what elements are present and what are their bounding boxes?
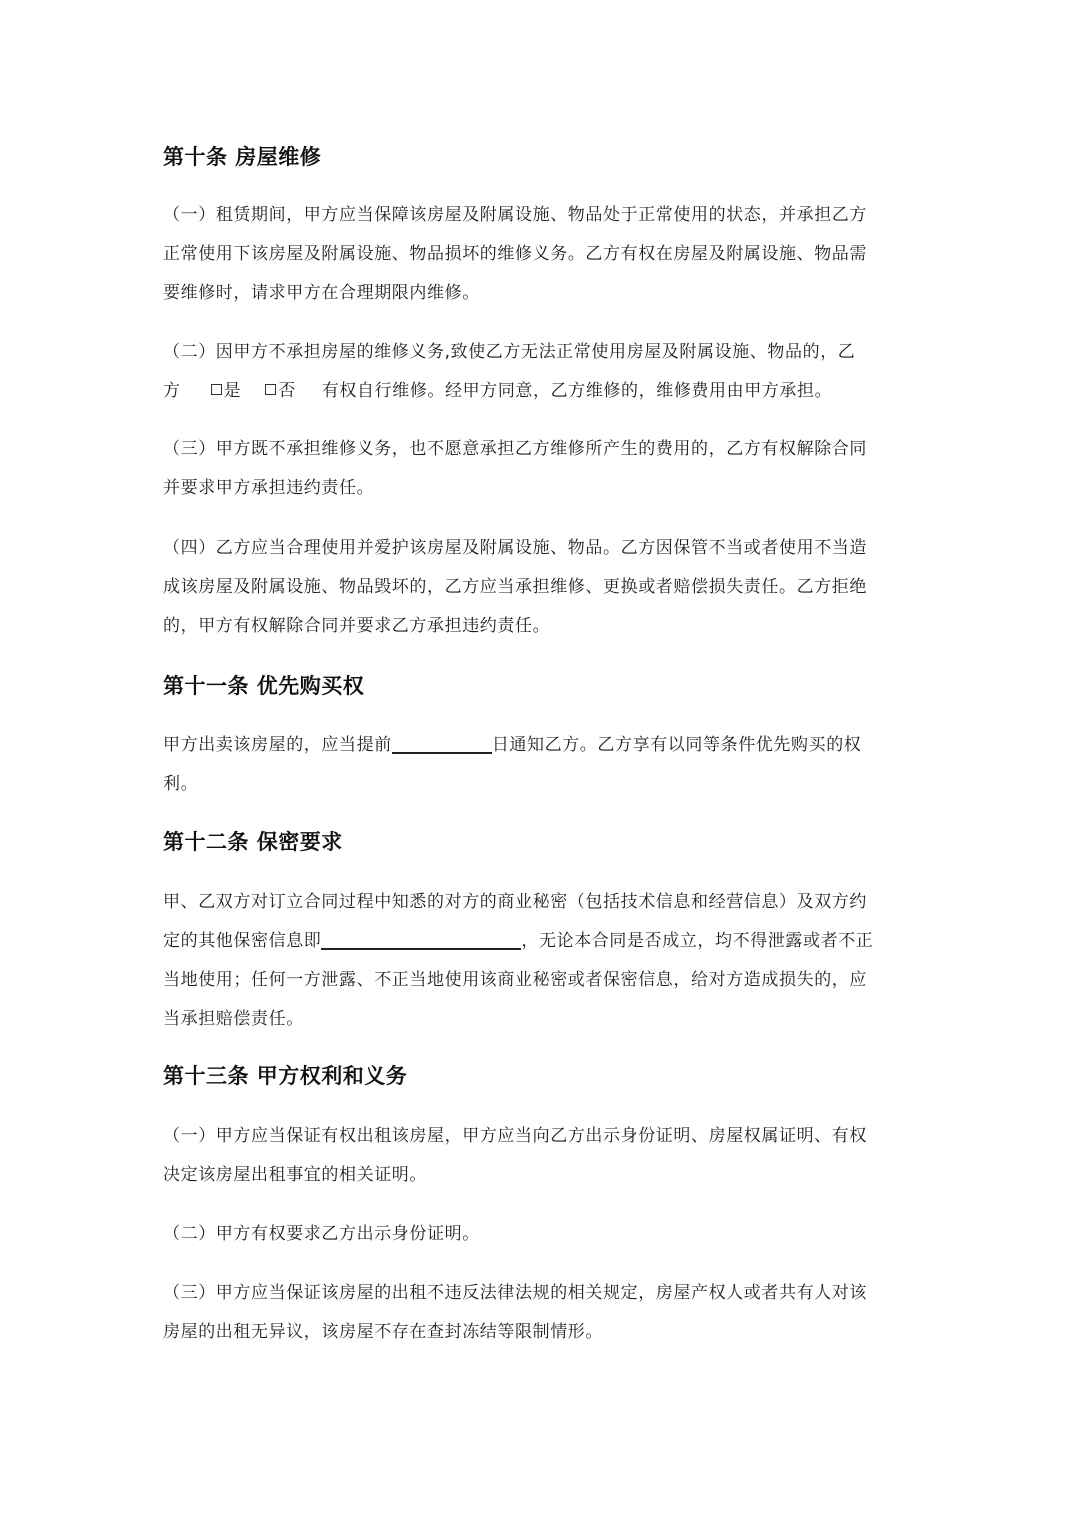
text-line: （四）乙方应当合理使用并爱护该房屋及附属设施、物品。乙方因保管不当或者使用不当造 — [163, 538, 867, 558]
confidential-info-blank[interactable] — [321, 928, 521, 950]
text-line: 决定该房屋出租事宜的相关证明。 — [163, 1165, 427, 1185]
no-checkbox[interactable] — [265, 384, 276, 395]
text-line: 当地使用；任何一方泄露、不正当地使用该商业秘密或者保密信息，给对方造成损失的，应 — [163, 970, 867, 990]
text-line: 利。 — [163, 774, 199, 794]
article-10-clause-3 — [163, 430, 919, 508]
article-13-clause-1 — [163, 1117, 919, 1195]
text-line: 并要求甲方承担违约责任。 — [163, 478, 375, 498]
text-segment: 方 — [163, 381, 181, 401]
article-10-clause-4 — [163, 529, 919, 646]
yes-option-label: 是 — [223, 381, 242, 401]
text-line — [163, 726, 919, 765]
text-line: 的，甲方有权解除合同并要求乙方承担违约责任。 — [163, 616, 551, 636]
notice-days-blank[interactable] — [392, 732, 492, 754]
text-line: （二）甲方有权要求乙方出示身份证明。 — [163, 1224, 480, 1244]
text-segment: 定的其他保密信息即 — [163, 931, 322, 951]
text-line: （一）租赁期间，甲方应当保障该房屋及附属设施、物品处于正常使用的状态，并承担乙方 — [163, 205, 867, 225]
article-12-title: 第十二条 保密要求 — [163, 830, 343, 854]
article-11-title: 第十一条 优先购买权 — [163, 674, 365, 698]
text-line: 要维修时，请求甲方在合理期限内维修。 — [163, 283, 480, 303]
text-line: 正常使用下该房屋及附属设施、物品损坏的维修义务。乙方有权在房屋及附属设施、物品需 — [163, 244, 867, 264]
text-line: （三）甲方既不承担维修义务，也不愿意承担乙方维修所产生的费用的，乙方有权解除合同 — [163, 439, 867, 459]
article-10-clause-2 — [163, 333, 919, 411]
yes-checkbox[interactable] — [211, 384, 222, 395]
article-12-body — [163, 883, 919, 1039]
article-10-title: 第十条 房屋维修 — [163, 145, 322, 169]
text-segment: ，无论本合同是否成立，均不得泄露或者不正 — [521, 931, 874, 951]
text-line: 甲、乙双方对订立合同过程中知悉的对方的商业秘密（包括技术信息和经营信息）及双方约 — [163, 892, 867, 912]
text-segment: 甲方出卖该房屋的，应当提前 — [163, 735, 392, 755]
article-11-body — [163, 726, 919, 804]
text-line: （二）因甲方不承担房屋的维修义务,致使乙方无法正常使用房屋及附属设施、物品的，乙 — [163, 342, 856, 362]
article-13-clause-3 — [163, 1274, 919, 1352]
text-line: 成该房屋及附属设施、物品毁坏的，乙方应当承担维修、更换或者赔偿损失责任。乙方拒绝 — [163, 577, 867, 597]
text-line-with-options — [163, 372, 919, 411]
article-13-clause-2 — [163, 1215, 919, 1254]
text-line: 当承担赔偿责任。 — [163, 1009, 304, 1029]
text-segment: 有权自行维修。经甲方同意，乙方维修的，维修费用由甲方承担。 — [321, 381, 833, 401]
article-13-title: 第十三条 甲方权利和义务 — [163, 1064, 408, 1088]
text-line: 房屋的出租无异议，该房屋不存在查封冻结等限制情形。 — [163, 1322, 603, 1342]
text-line — [163, 922, 919, 961]
text-line: （一）甲方应当保证有权出租该房屋，甲方应当向乙方出示身份证明、房屋权属证明、有权 — [163, 1126, 867, 1146]
text-line: （三）甲方应当保证该房屋的出租不违反法律法规的相关规定，房屋产权人或者共有人对该 — [163, 1283, 867, 1303]
text-segment: 日通知乙方。乙方享有以同等条件优先购买的权 — [491, 735, 862, 755]
article-10-clause-1 — [163, 196, 919, 313]
no-option-label: 否 — [278, 381, 296, 401]
